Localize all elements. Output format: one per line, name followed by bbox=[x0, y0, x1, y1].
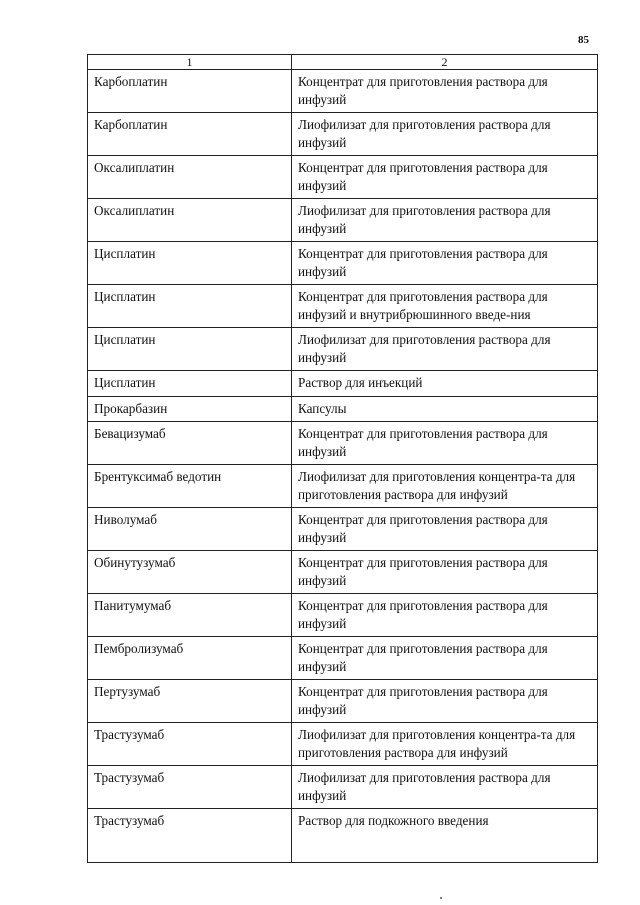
column-header-2: 2 bbox=[292, 55, 598, 70]
drug-name-cell: Цисплатин bbox=[88, 285, 292, 328]
dosage-form-cell: Концентрат для приготовления раствора для инфузий bbox=[292, 422, 598, 465]
dosage-form-cell: Капсулы bbox=[292, 396, 598, 422]
drug-name-cell: Цисплатин bbox=[88, 371, 292, 397]
dosage-form-cell: Лиофилизат для приготовления раствора для инфузий bbox=[292, 113, 598, 156]
dosage-form-cell: Концентрат для приготовления раствора для инфузий bbox=[292, 508, 598, 551]
dosage-form-cell: Концентрат для приготовления раствора для инфузий bbox=[292, 637, 598, 680]
drug-name-cell: Цисплатин bbox=[88, 242, 292, 285]
table-row bbox=[88, 508, 598, 551]
table-row bbox=[88, 396, 598, 422]
dosage-form-cell: Концентрат для приготовления раствора для инфузий bbox=[292, 680, 598, 723]
dosage-form-cell: Лиофилизат для приготовления раствора для инфузий bbox=[292, 328, 598, 371]
table-row bbox=[88, 422, 598, 465]
dosage-form-cell: Концентрат для приготовления раствора для инфузий bbox=[292, 594, 598, 637]
table-row bbox=[88, 551, 598, 594]
table-row bbox=[88, 594, 598, 637]
dosage-form-cell: Концентрат для приготовления раствора для инфузий bbox=[292, 70, 598, 113]
table-row bbox=[88, 70, 598, 113]
dosage-form-cell: Концентрат для приготовления раствора для инфузий bbox=[292, 242, 598, 285]
table-row bbox=[88, 199, 598, 242]
table-row bbox=[88, 242, 598, 285]
column-header-1: 1 bbox=[88, 55, 292, 70]
drug-name-cell: Пертузумаб bbox=[88, 680, 292, 723]
drug-name-cell: Трастузумаб bbox=[88, 809, 292, 863]
table-header-row bbox=[88, 55, 598, 70]
dosage-form-cell: Лиофилизат для приготовления раствора для инфузий bbox=[292, 766, 598, 809]
drug-name-cell: Трастузумаб bbox=[88, 723, 292, 766]
table-row bbox=[88, 156, 598, 199]
dosage-form-cell: Концентрат для приготовления раствора для инфузий bbox=[292, 156, 598, 199]
drug-name-cell: Карбоплатин bbox=[88, 113, 292, 156]
table-row bbox=[88, 371, 598, 397]
table-row bbox=[88, 113, 598, 156]
drug-name-cell: Карбоплатин bbox=[88, 70, 292, 113]
table-row bbox=[88, 809, 598, 863]
table-row bbox=[88, 465, 598, 508]
dosage-form-cell: Концентрат для приготовления раствора для инфузий и внутрибрюшинного введе-ния bbox=[292, 285, 598, 328]
drug-name-cell: Трастузумаб bbox=[88, 766, 292, 809]
table-row bbox=[88, 328, 598, 371]
table-row bbox=[88, 766, 598, 809]
table-body bbox=[88, 55, 598, 863]
table-row bbox=[88, 637, 598, 680]
drug-name-cell: Пембролизумаб bbox=[88, 637, 292, 680]
scan-speck bbox=[440, 897, 442, 899]
drug-dosage-form-table bbox=[87, 54, 598, 863]
dosage-form-cell: Концентрат для приготовления раствора для инфузий bbox=[292, 551, 598, 594]
drug-name-cell: Обинутузумаб bbox=[88, 551, 292, 594]
drug-name-cell: Ниволумаб bbox=[88, 508, 292, 551]
drug-name-cell: Панитумумаб bbox=[88, 594, 292, 637]
dosage-form-cell: Раствор для подкожного введения bbox=[292, 809, 598, 863]
page-number: 85 bbox=[578, 34, 589, 46]
drug-name-cell: Оксалиплатин bbox=[88, 199, 292, 242]
dosage-form-cell: Лиофилизат для приготовления концентра-та для приготовления раствора для инфузий bbox=[292, 465, 598, 508]
drug-name-cell: Прокарбазин bbox=[88, 396, 292, 422]
table-row bbox=[88, 285, 598, 328]
drug-name-cell: Бевацизумаб bbox=[88, 422, 292, 465]
drug-name-cell: Оксалиплатин bbox=[88, 156, 292, 199]
table-row bbox=[88, 723, 598, 766]
dosage-form-cell: Лиофилизат для приготовления концентра-та для приготовления раствора для инфузий bbox=[292, 723, 598, 766]
drug-name-cell: Цисплатин bbox=[88, 328, 292, 371]
table-row bbox=[88, 680, 598, 723]
dosage-form-cell: Раствор для инъекций bbox=[292, 371, 598, 397]
drug-name-cell: Брентуксимаб ведотин bbox=[88, 465, 292, 508]
dosage-form-cell: Лиофилизат для приготовления раствора для инфузий bbox=[292, 199, 598, 242]
